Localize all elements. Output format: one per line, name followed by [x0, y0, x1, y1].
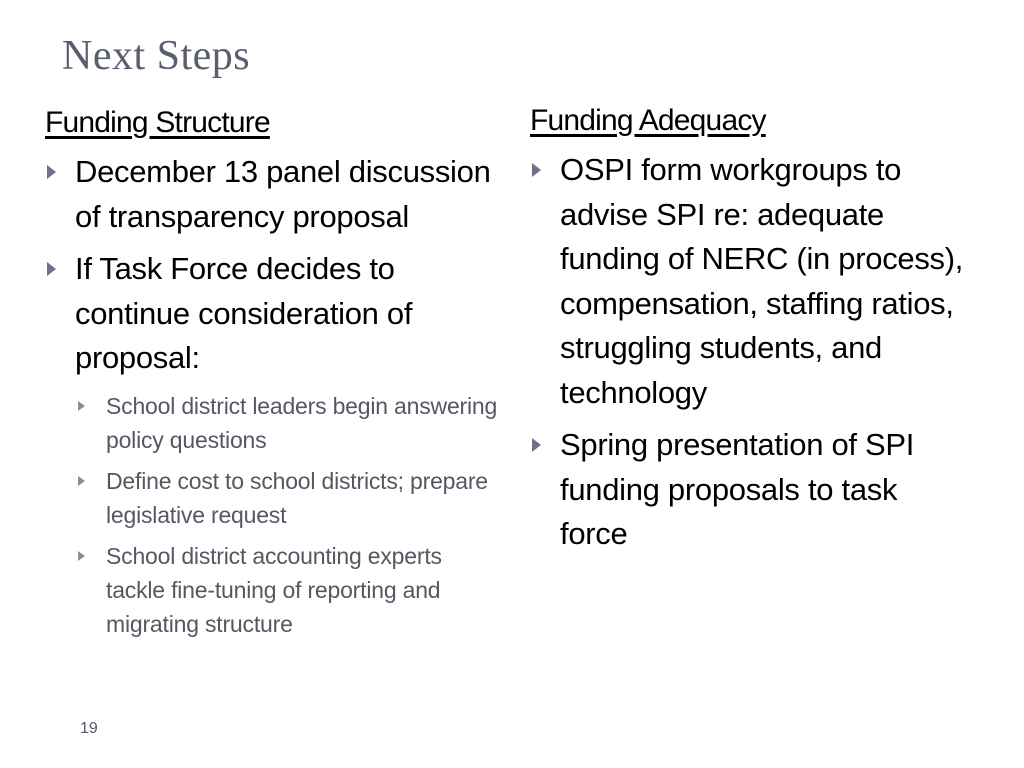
sub-bullet-item: [76, 464, 505, 532]
funding-structure-column: [45, 104, 505, 648]
slide-title: Next Steps: [62, 33, 251, 79]
sub-bullet-item: [76, 389, 505, 457]
triangle-right-icon: [78, 401, 85, 411]
triangle-right-icon: [78, 551, 85, 561]
triangle-right-icon: [47, 262, 56, 276]
triangle-right-icon: [532, 163, 541, 177]
funding-adequacy-heading: Funding Adequacy: [530, 104, 766, 137]
bullet-item: [45, 247, 505, 381]
sub-bullet-list: [76, 389, 505, 641]
bullet-item: [530, 423, 970, 557]
funding-structure-bullet-list: [45, 150, 505, 381]
funding-structure-heading: Funding Structure: [45, 106, 270, 139]
sub-bullet-text: School district accounting experts tackle fine-tuning of reporting and migrating structure: [106, 542, 442, 637]
sub-bullet-text: Define cost to school districts; prepare legislative request: [106, 467, 488, 528]
funding-adequacy-bullet-list: [530, 148, 970, 557]
slide-number: 19: [80, 720, 98, 737]
bullet-text: If Task Force decides to continue consideration of proposal:: [75, 251, 413, 375]
sub-bullet-item: [76, 539, 505, 641]
triangle-right-icon: [532, 438, 541, 452]
bullet-item: [530, 148, 970, 415]
triangle-right-icon: [47, 165, 56, 179]
bullet-text: OSPI form workgroups to advise SPI re: adequate funding of NERC (in process), compensation, staffing ratios, struggling students, and technology: [560, 152, 964, 410]
bullet-text: December 13 panel discussion of transparency proposal: [75, 154, 491, 234]
bullet-text: Spring presentation of SPI funding proposals to task force: [560, 427, 915, 551]
triangle-right-icon: [78, 476, 85, 486]
bullet-item: [45, 150, 505, 239]
sub-bullet-text: School district leaders begin answering policy questions: [106, 392, 498, 453]
funding-adequacy-column: [530, 104, 970, 565]
